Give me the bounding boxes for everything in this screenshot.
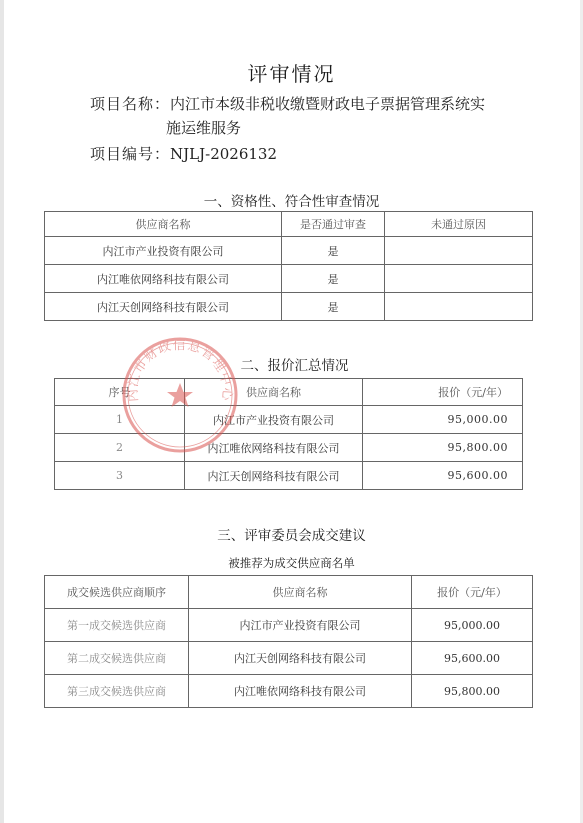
supplier-cell: 内江唯依网络科技有限公司 xyxy=(45,265,282,293)
price-cell: 95,600.00 xyxy=(412,642,533,675)
recommendation-table xyxy=(44,575,533,708)
table-header-row xyxy=(45,576,533,609)
supplier-cell: 内江天创网络科技有限公司 xyxy=(185,462,363,490)
table-row xyxy=(45,642,533,675)
table-header-cell: 未通过原因 xyxy=(385,212,533,237)
supplier-cell: 内江唯依网络科技有限公司 xyxy=(185,434,363,462)
passed-cell: 是 xyxy=(282,265,385,293)
section2-title: 二、报价汇总情况 xyxy=(240,358,349,374)
price-cell: 95,000.00 xyxy=(412,609,533,642)
supplier-cell: 内江天创网络科技有限公司 xyxy=(45,293,282,321)
table-row xyxy=(45,237,533,265)
supplier-cell: 内江市产业投资有限公司 xyxy=(189,609,412,642)
scan-edge-left xyxy=(0,0,4,823)
supplier-cell: 内江天创网络科技有限公司 xyxy=(189,642,412,675)
svg-text:内江市财政信息管理中心: 内江市财政信息管理中心 xyxy=(124,336,236,403)
section3-title: 三、评审委员会成交建议 xyxy=(217,528,366,544)
rank-cell: 第一成交候选供应商 xyxy=(45,609,189,642)
table-header-row xyxy=(45,212,533,237)
reason-cell xyxy=(385,293,533,321)
row-number-cell: 3 xyxy=(55,462,185,490)
official-seal-stamp xyxy=(118,333,242,457)
project-code-label: 项目编号： xyxy=(90,145,171,163)
row-number-cell: 1 xyxy=(55,406,185,434)
price-cell: 95,600.00 xyxy=(363,462,523,490)
section1-title: 一、资格性、符合性审查情况 xyxy=(203,194,380,210)
passed-cell: 是 xyxy=(282,293,385,321)
project-name-value-line2: 施运维服务 xyxy=(166,119,242,137)
supplier-cell: 内江市产业投资有限公司 xyxy=(185,406,363,434)
row-number-cell: 2 xyxy=(55,434,185,462)
table-row xyxy=(55,462,523,490)
qualification-table xyxy=(44,211,533,321)
reason-cell xyxy=(385,265,533,293)
table-row xyxy=(45,265,533,293)
table-header-cell: 供应商名称 xyxy=(185,379,363,406)
project-name-label: 项目名称： xyxy=(90,95,171,113)
project-name-value-line1: 内江市本级非税收缴暨财政电子票据管理系统实 xyxy=(170,95,486,113)
rank-cell: 第三成交候选供应商 xyxy=(45,675,189,708)
table-row xyxy=(45,293,533,321)
reason-cell xyxy=(385,237,533,265)
page-title: 评审情况 xyxy=(247,62,336,86)
section3-subtitle: 被推荐为成交供应商名单 xyxy=(228,556,355,570)
table-header-cell: 报价（元/年） xyxy=(412,576,533,609)
project-name xyxy=(90,92,530,140)
rank-cell: 第二成交候选供应商 xyxy=(45,642,189,675)
project-code-value: NJLJ-2026132 xyxy=(170,145,278,163)
table-header-cell: 序号 xyxy=(55,379,185,406)
project-code xyxy=(90,143,277,164)
passed-cell: 是 xyxy=(282,237,385,265)
table-row xyxy=(45,675,533,708)
price-cell: 95,800.00 xyxy=(412,675,533,708)
table-header-cell: 供应商名称 xyxy=(45,212,282,237)
table-header-cell: 报价（元/年） xyxy=(363,379,523,406)
table-header-cell: 供应商名称 xyxy=(189,576,412,609)
price-cell: 95,800.00 xyxy=(363,434,523,462)
table-header-cell: 成交候选供应商顺序 xyxy=(45,576,189,609)
supplier-cell: 内江唯依网络科技有限公司 xyxy=(189,675,412,708)
supplier-cell: 内江市产业投资有限公司 xyxy=(45,237,282,265)
table-row xyxy=(45,609,533,642)
price-cell: 95,000.00 xyxy=(363,406,523,434)
table-header-cell: 是否通过审查 xyxy=(282,212,385,237)
